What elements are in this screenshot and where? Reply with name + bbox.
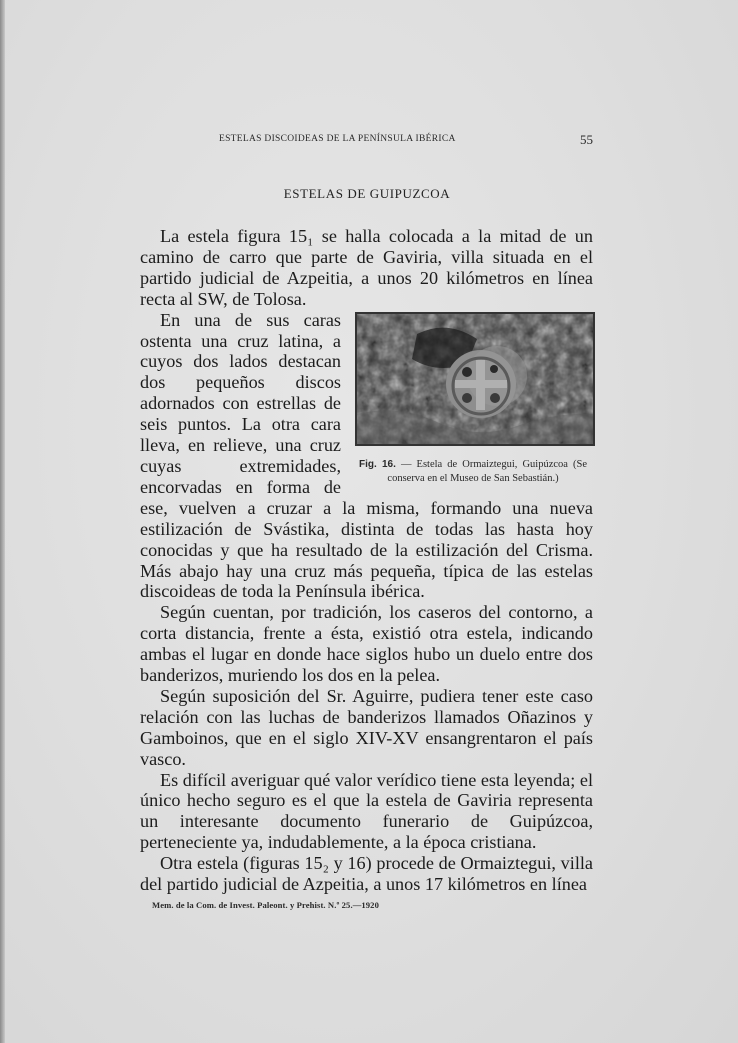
paragraph: Es difícil averiguar qué valor verídico tiene esta leyenda; el único hecho seguro es el que la estela de Gaviria representa un interesante documento funerario de Guipúzcoa, perteneciente ya, indudablemente, a la época cristiana. xyxy=(140,769,593,853)
body-text xyxy=(140,226,593,895)
figure-16 xyxy=(353,312,593,486)
paragraph-with-figure xyxy=(140,310,593,603)
running-header xyxy=(219,134,593,148)
figure-label: Fig. 16. xyxy=(359,458,396,470)
section-title: ESTELAS DE GUIPUZCOA xyxy=(283,186,451,201)
paragraph: Otra estela (figuras 15₂ y 16) procede de Ormaiztegui, villa del partido judicial de Azpeitia, a unos 17 kilómetros en línea xyxy=(140,853,593,895)
stele-photo xyxy=(355,312,595,446)
running-title: ESTELAS DISCOIDEAS DE LA PENÍNSULA IBÉRICA xyxy=(219,134,456,144)
figure-caption-text: — Estela de Ormaiztegui, Guipúzcoa (Se conserva en el Museo de San Sebastián.) xyxy=(387,458,587,484)
page-footer-citation: Mem. de la Com. de Invest. Paleont. y Prehist. N.º 25.—1920 xyxy=(152,900,379,910)
page-number: 55 xyxy=(580,132,593,147)
paragraph: Según suposición del Sr. Aguirre, pudiera tener este caso relación con las luchas de banderizos llamados Oñazinos y Gamboinos, que en el siglo XIV-XV ensangrentaron el país vasco. xyxy=(140,685,593,769)
figure-caption xyxy=(353,458,593,486)
page-binding-shadow xyxy=(0,0,5,1043)
paragraph: Según cuentan, por tradición, los caseros del contorno, a corta distancia, frente a ésta, existió otra estela, indicando ambas el lugar en donde hace siglos hubo un duelo entre dos banderizos, muriendo los dos en la pelea. xyxy=(140,602,593,686)
paragraph-text: En una de sus caras ostenta una cruz latina, a cuyos dos lados destacan dos pequeños discos adornados con estrellas de seis puntos. La otra cara lleva, en relieve, una cruz cuyas extremidades, encorvadas en forma de ese, vuelven a cruzar a la misma, formando una nueva estilización de Svástika, distinta de todas las hasta hoy conocidas y que ha resultado de la estilización del Crisma. Más abajo hay una cruz más pequeña, típica de las estelas discoideas de toda la Península ibérica. xyxy=(140,309,593,602)
stele-photo-image xyxy=(357,314,593,444)
paragraph: La estela figura 15₁ se halla colocada a la mitad de un camino de carro que parte de Gaviria, villa situada en el partido judicial de Azpeitia, a unos 20 kilómetros en línea recta al SW, de Tolosa. xyxy=(140,226,593,309)
